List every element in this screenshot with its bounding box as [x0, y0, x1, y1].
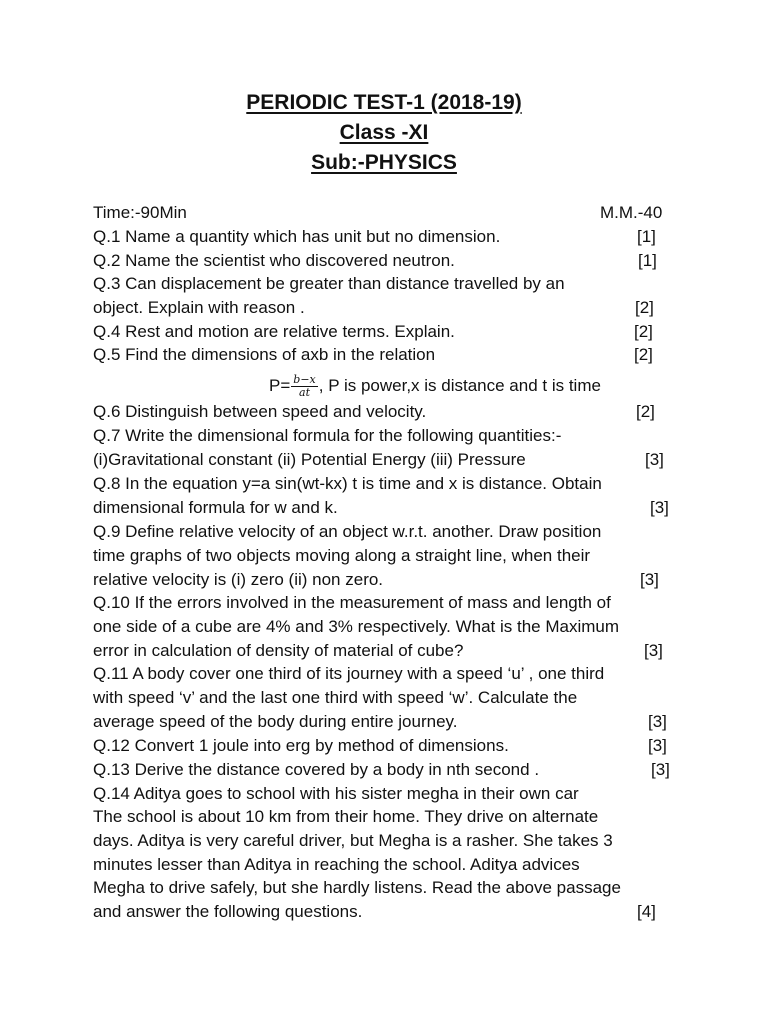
formula-denominator: at [299, 385, 310, 399]
question-14-line-5: Megha to drive safely, but she hardly listens. Read the above passage [93, 878, 621, 897]
formula-description: , P is power,x is distance and t is time [318, 376, 601, 395]
marks-q1: [1] [637, 227, 656, 246]
marks-q14: [4] [637, 902, 656, 921]
question-1: Q.1 Name a quantity which has unit but no dimension. [93, 227, 501, 246]
paper-header [0, 88, 768, 178]
question-5: Q.5 Find the dimensions of axb in the relation [93, 345, 436, 364]
marks-q8: [3] [650, 498, 669, 517]
question-2: Q.2 Name the scientist who discovered neutron. [93, 251, 455, 270]
question-3-line-1: Q.3 Can displacement be greater than distance travelled by an [93, 274, 565, 293]
q5-formula [269, 369, 601, 403]
question-14-line-2: The school is about 10 km from their home. They drive on alternate [93, 807, 599, 826]
question-7-line-1: Q.7 Write the dimensional formula for the following quantities:- [93, 426, 562, 445]
max-marks-label: M.M.-40 [600, 203, 663, 222]
question-13: Q.13 Derive the distance covered by a body in nth second . [93, 760, 540, 779]
question-9-line-3: relative velocity is (i) zero (ii) non zero. [93, 570, 384, 589]
marks-q5: [2] [634, 345, 653, 364]
question-10-line-3: error in calculation of density of material of cube? [93, 641, 464, 660]
question-14-line-6: and answer the following questions. [93, 902, 363, 921]
question-3-line-2: object. Explain with reason . [93, 298, 305, 317]
question-14-line-3: days. Aditya is very careful driver, but Megha is a rasher. She takes 3 [93, 831, 613, 850]
formula-lhs: P= [269, 376, 291, 395]
question-9-line-2: time graphs of two objects moving along a straight line, when their [93, 546, 591, 565]
question-6: Q.6 Distinguish between speed and velocity. [93, 402, 427, 421]
marks-q11: [3] [648, 712, 667, 731]
formula-fraction [291, 374, 317, 399]
marks-q10: [3] [644, 641, 663, 660]
paper-title: PERIODIC TEST-1 (2018-19) [246, 91, 522, 114]
marks-q2: [1] [638, 251, 657, 270]
question-11-line-1: Q.11 A body cover one third of its journey with a speed ‘u’ , one third [93, 664, 605, 683]
marks-q3: [2] [635, 298, 654, 317]
marks-q12: [3] [648, 736, 667, 755]
question-10-line-2: one side of a cube are 4% and 3% respectively. What is the Maximum [93, 617, 619, 636]
marks-q6: [2] [636, 402, 655, 421]
marks-q13: [3] [651, 760, 670, 779]
question-10-line-1: Q.10 If the errors involved in the measurement of mass and length of [93, 593, 611, 612]
class-heading: Class -XI [339, 121, 429, 144]
question-7-line-2: (i)Gravitational constant (ii) Potential Energy (iii) Pressure [93, 450, 526, 469]
time-label: Time:-90Min [93, 203, 187, 222]
question-11-line-3: average speed of the body during entire journey. [93, 712, 458, 731]
formula-numerator: b−x [293, 372, 316, 386]
question-4: Q.4 Rest and motion are relative terms. Explain. [93, 322, 455, 341]
question-8-line-2: dimensional formula for w and k. [93, 498, 338, 517]
marks-q7: [3] [645, 450, 664, 469]
question-11-line-2: with speed ‘v’ and the last one third with speed ‘w’. Calculate the [93, 688, 578, 707]
question-14-line-4: minutes lesser than Aditya in reaching the school. Aditya advices [93, 855, 580, 874]
question-14-line-1: Q.14 Aditya goes to school with his sister megha in their own car [93, 784, 579, 803]
marks-q4: [2] [634, 322, 653, 341]
question-9-line-1: Q.9 Define relative velocity of an object w.r.t. another. Draw position [93, 522, 602, 541]
question-8-line-1: Q.8 In the equation y=a sin(wt-kx) t is time and x is distance. Obtain [93, 474, 602, 493]
question-12: Q.12 Convert 1 joule into erg by method of dimensions. [93, 736, 509, 755]
marks-q9: [3] [640, 570, 659, 589]
subject-heading: Sub:-PHYSICS [311, 151, 457, 174]
